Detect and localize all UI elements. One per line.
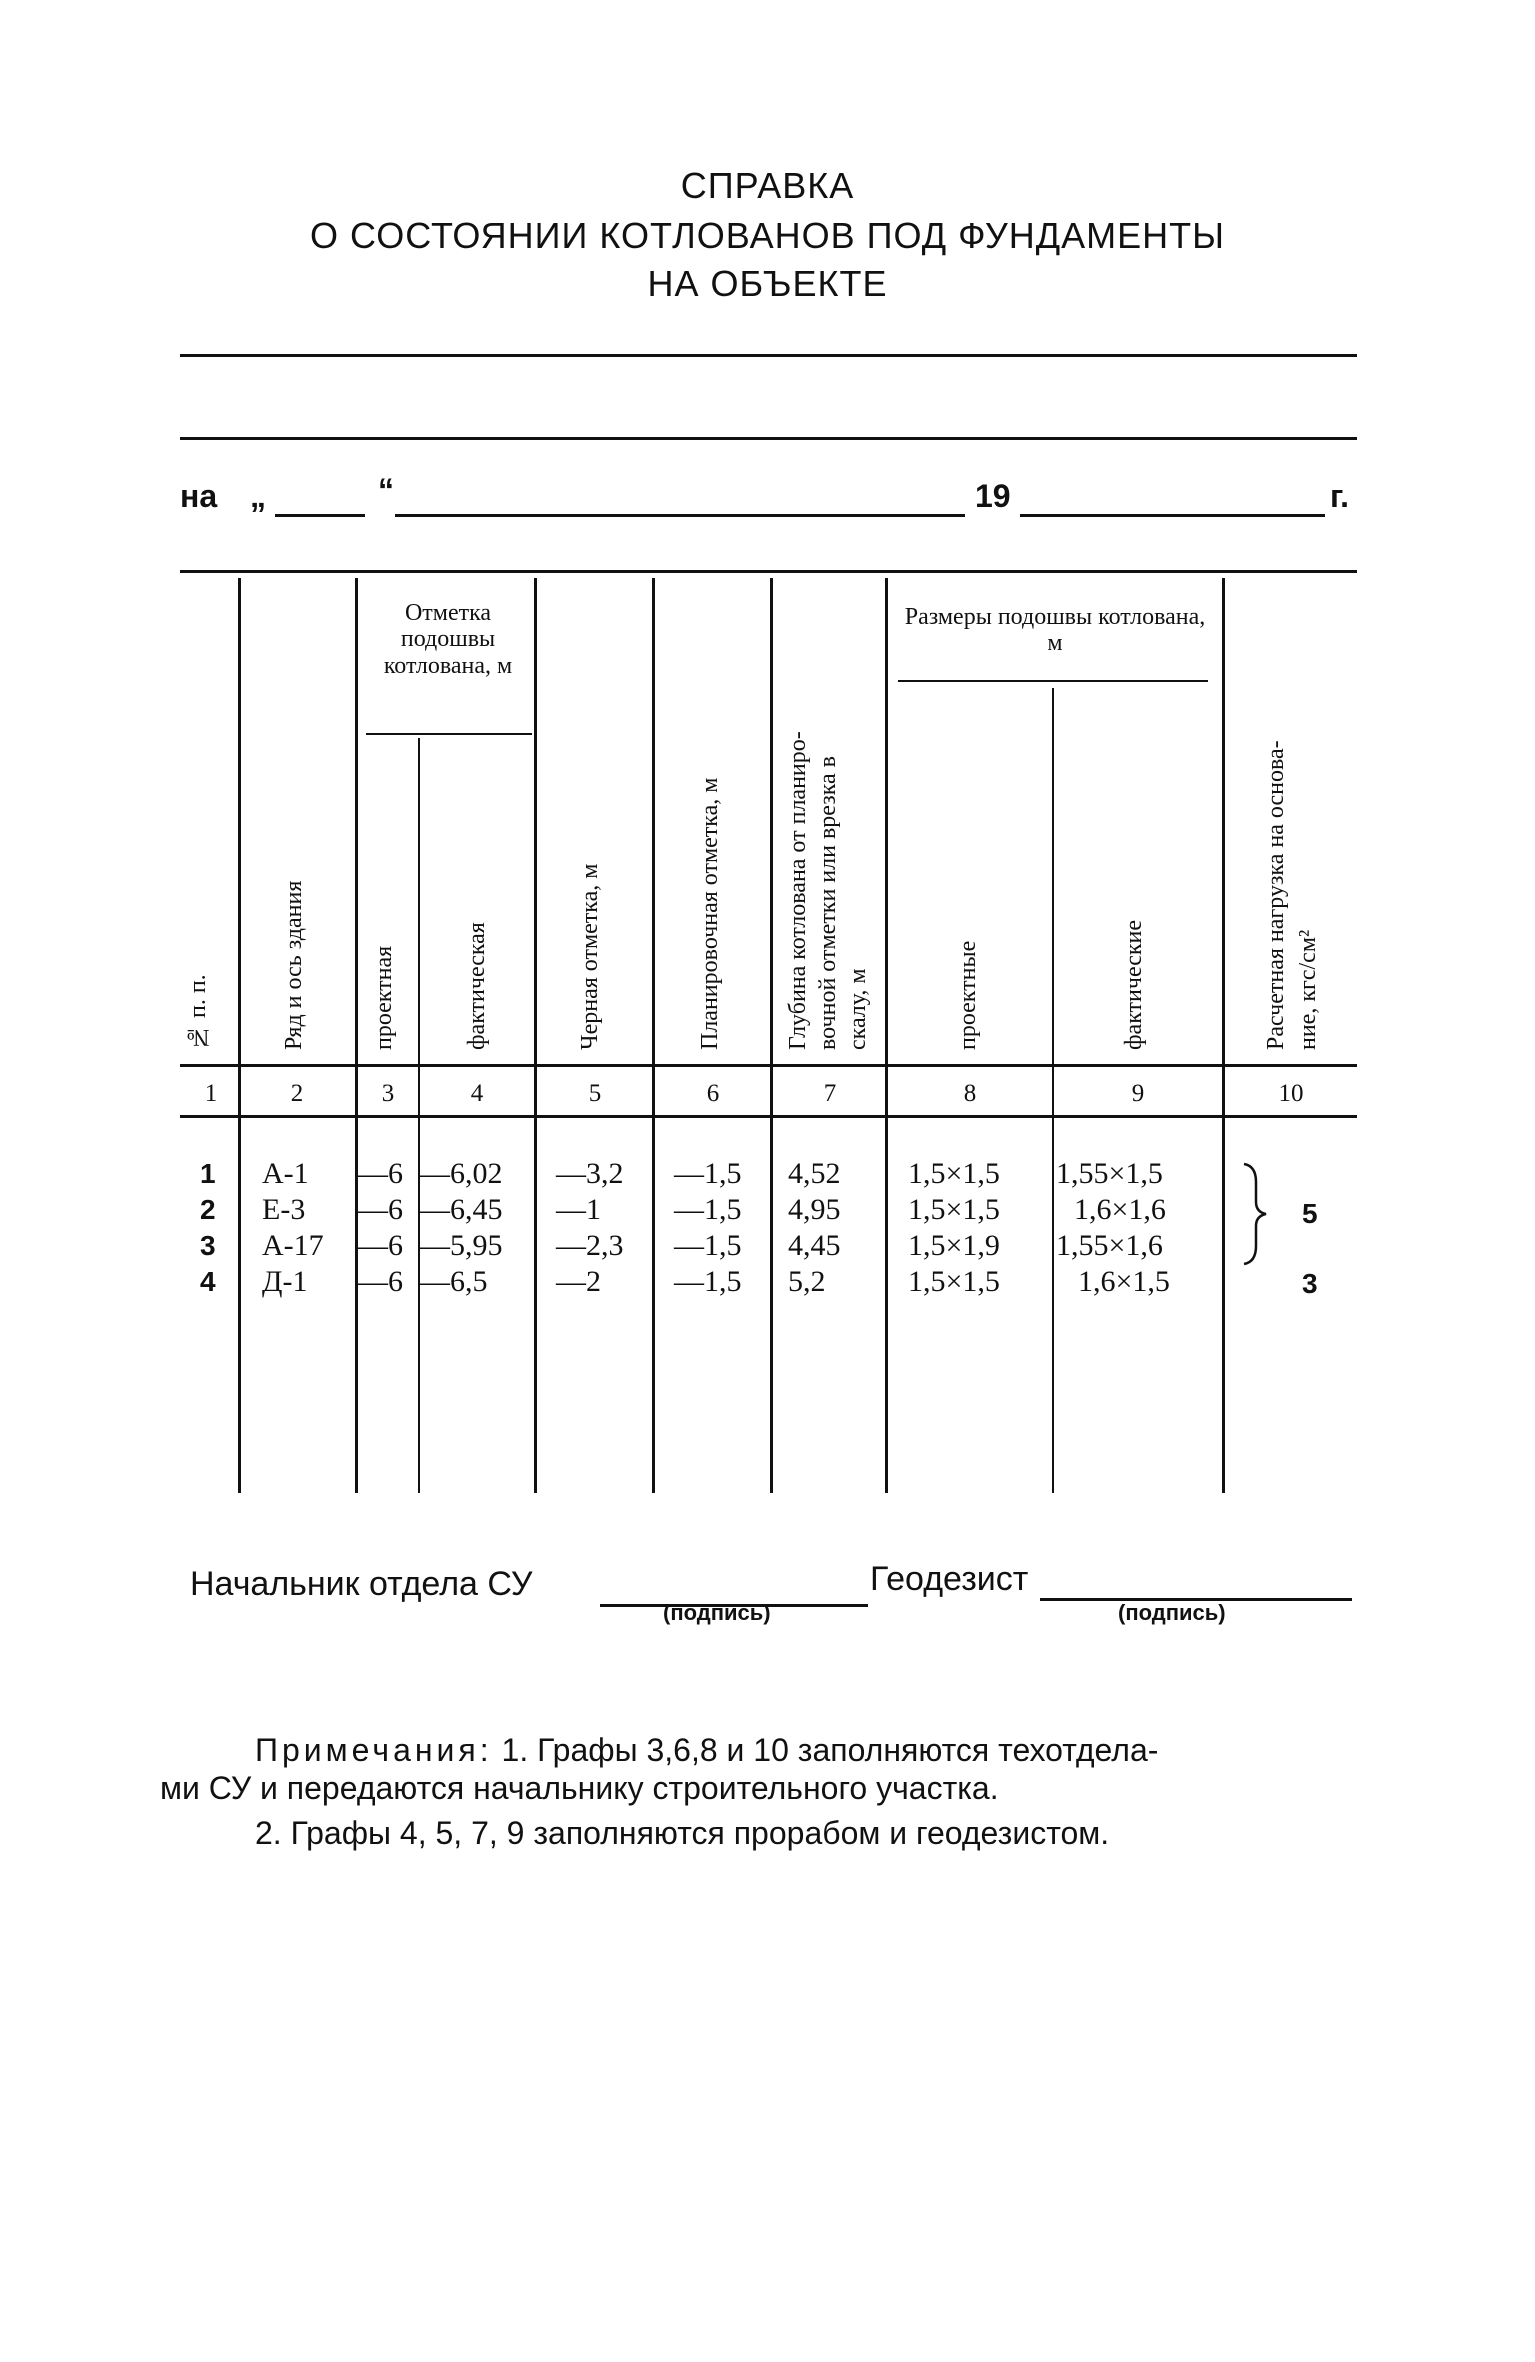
date-line — [180, 472, 1400, 528]
geodesist-label: Геодезист — [870, 1560, 1029, 1598]
cell-size-proj: 1,5×1,5 — [908, 1265, 1000, 1298]
col-divider-1 — [238, 578, 241, 1493]
cell-black: —1 — [556, 1193, 601, 1226]
colnum-7: 7 — [823, 1080, 837, 1107]
cell-black: —2,3 — [556, 1229, 624, 1262]
object-name-line-2 — [180, 437, 1357, 440]
otmetka-group-rule — [366, 733, 532, 735]
date-quote-close: “ — [378, 472, 394, 508]
header-group-otmetka: Отметка подошвы котлована, м — [383, 600, 513, 679]
header-group-razmery: Размеры подошвы котлована, м — [904, 604, 1206, 657]
header-col7-line2: вочной отметки или врезка в — [815, 755, 841, 1050]
col-divider-6 — [770, 578, 773, 1493]
header-col8: проектные — [955, 940, 981, 1050]
col-divider-8 — [1052, 688, 1054, 1493]
notes-line-2: ми СУ и передаются начальнику строительного участка. — [160, 1770, 999, 1806]
cell-depth: 5,2 — [788, 1265, 826, 1298]
load-group-brace — [1240, 1162, 1270, 1266]
notes-line-1 — [255, 1732, 1158, 1769]
colnum-8: 8 — [963, 1080, 977, 1107]
cell-proj: —6 — [358, 1193, 403, 1226]
geodesist-sign-hint: (подпись) — [1118, 1600, 1226, 1625]
cell-axis: А-17 — [262, 1229, 324, 1262]
object-name-line-1 — [180, 354, 1357, 357]
colnum-2: 2 — [290, 1080, 304, 1107]
chief-sign-hint: (подпись) — [663, 1600, 771, 1625]
col-divider-5 — [652, 578, 655, 1493]
cell-axis: Д-1 — [262, 1265, 308, 1298]
colnum-3: 3 — [381, 1080, 395, 1107]
load-group-value: 5 — [1302, 1198, 1318, 1229]
cell-proj: —6 — [358, 1157, 403, 1190]
cell-plan: —1,5 — [674, 1229, 742, 1262]
date-year-suffix: г. — [1330, 478, 1350, 514]
header-col10 — [1262, 580, 1332, 1050]
doc-subtitle-object: НА ОБЪЕКТЕ — [647, 263, 888, 304]
cell-size-proj: 1,5×1,9 — [908, 1229, 1000, 1262]
col-divider-2 — [355, 578, 358, 1493]
chief-label: Начальник отдела СУ — [190, 1565, 533, 1603]
cell-size-fact: 1,55×1,6 — [1056, 1229, 1163, 1262]
cell-proj: —6 — [358, 1265, 403, 1298]
header-col7-line3: скалу, м — [845, 968, 871, 1050]
doc-title: СПРАВКА — [680, 165, 855, 206]
colnum-10: 10 — [1278, 1080, 1304, 1107]
load-row4-value: 3 — [1302, 1268, 1318, 1299]
colnum-9: 9 — [1131, 1080, 1145, 1107]
cell-size-fact: 1,6×1,5 — [1078, 1265, 1170, 1298]
cell-black: —3,2 — [556, 1157, 624, 1190]
cell-n: 3 — [200, 1230, 216, 1261]
cell-fact: —6,45 — [420, 1193, 503, 1226]
cell-proj: —6 — [358, 1229, 403, 1262]
date-quote-open: „ — [250, 478, 266, 514]
cell-size-fact: 1,55×1,5 — [1056, 1157, 1163, 1190]
cell-black: —2 — [556, 1265, 601, 1298]
table-top-rule — [180, 570, 1357, 573]
cell-plan: —1,5 — [674, 1265, 742, 1298]
date-month-field[interactable] — [395, 514, 965, 517]
cell-plan: —1,5 — [674, 1157, 742, 1190]
header-col9: фактические — [1121, 919, 1147, 1050]
colnum-4: 4 — [470, 1080, 484, 1107]
cell-axis: А-1 — [262, 1157, 309, 1190]
cell-fact: —6,5 — [420, 1265, 488, 1298]
cell-size-fact: 1,6×1,6 — [1074, 1193, 1166, 1226]
header-col1: № п. п. — [185, 974, 211, 1050]
colnum-6: 6 — [706, 1080, 720, 1107]
cell-n: 1 — [200, 1158, 216, 1189]
cell-size-proj: 1,5×1,5 — [908, 1157, 1000, 1190]
notes-label: Примечания: — [255, 1732, 493, 1768]
col-divider-7 — [885, 578, 888, 1493]
col-divider-9 — [1222, 578, 1225, 1493]
header-col6: Планировочная отметка, м — [697, 777, 723, 1050]
header-col4: фактическая — [464, 922, 490, 1050]
cell-depth: 4,52 — [788, 1157, 841, 1190]
header-col2: Ряд и ось здания — [281, 880, 307, 1050]
cell-fact: —6,02 — [420, 1157, 503, 1190]
date-year-prefix: 19 — [975, 478, 1011, 514]
cell-depth: 4,95 — [788, 1193, 841, 1226]
header-col5: Черная отметка, м — [577, 863, 603, 1050]
date-day-field[interactable] — [275, 514, 365, 517]
cell-n: 4 — [200, 1266, 216, 1297]
header-col7 — [782, 580, 877, 1050]
header-col10-line2: ние, кгс/см² — [1295, 929, 1321, 1050]
razmery-group-rule — [898, 680, 1208, 682]
col-divider-4 — [534, 578, 537, 1493]
cell-depth: 4,45 — [788, 1229, 841, 1262]
col-divider-3 — [418, 738, 420, 1493]
cell-size-proj: 1,5×1,5 — [908, 1193, 1000, 1226]
cell-axis: Е-3 — [262, 1193, 306, 1226]
cell-fact: —5,95 — [420, 1229, 503, 1262]
date-prefix: на — [180, 478, 218, 514]
colnum-5: 5 — [588, 1080, 602, 1107]
cell-plan: —1,5 — [674, 1193, 742, 1226]
doc-subtitle: О СОСТОЯНИИ КОТЛОВАНОВ ПОД ФУНДАМЕНТЫ — [310, 215, 1225, 256]
cell-n: 2 — [200, 1194, 216, 1225]
header-col7-line1: Глубина котлована от планиро- — [785, 731, 811, 1050]
notes-line-3: 2. Графы 4, 5, 7, 9 заполняются прорабом и геодезистом. — [255, 1815, 1110, 1851]
date-year-field[interactable] — [1020, 514, 1325, 517]
header-col3: проектная — [371, 945, 397, 1050]
colnum-1: 1 — [204, 1080, 218, 1107]
note1-part-a: 1. Графы 3,6,8 и 10 заполняются техотдела- — [501, 1732, 1159, 1768]
header-col10-line1: Расчетная нагрузка на основа- — [1263, 740, 1289, 1050]
